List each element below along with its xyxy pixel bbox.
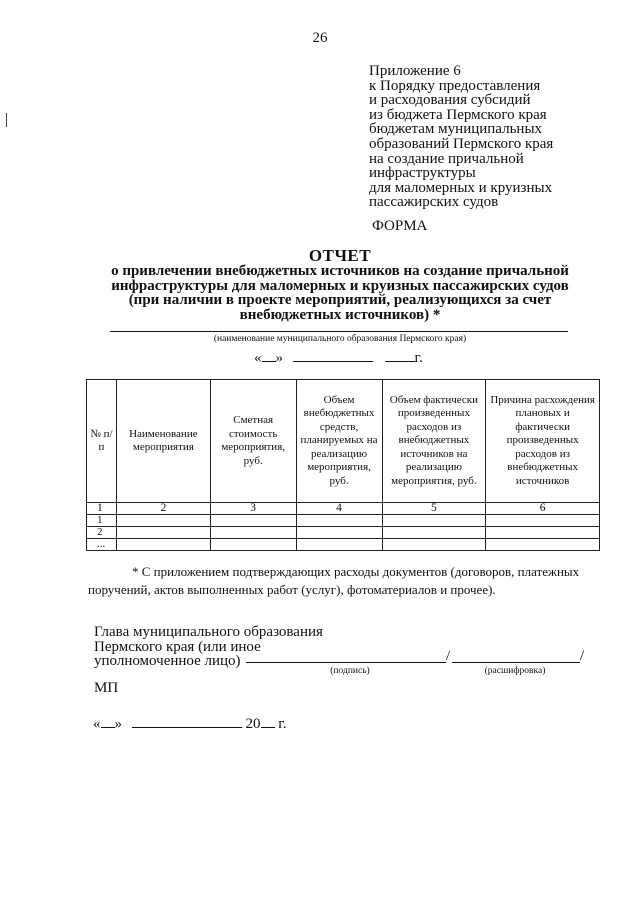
signature-line: Пермского края (или иное xyxy=(94,638,261,655)
report-title: ОТЧЕТ xyxy=(308,246,372,265)
date-year-suffix: г. xyxy=(414,350,423,366)
header-discrepancy-reason: Причина расхождения плановых и фактически произведенных расходов из внебюджетных источников xyxy=(486,380,600,503)
header-actual-expenses: Объем фактически произведенных расходов из внебюджетных источников на реализацию мероприятия, руб. xyxy=(382,380,486,503)
date-month-blank[interactable] xyxy=(132,713,242,728)
appendix-block xyxy=(369,64,553,210)
date-year-prefix: 20 xyxy=(245,716,261,732)
header-planned-funds: Объем внебюджетных средств, планируемых на реализацию мероприятия, руб. xyxy=(296,380,382,503)
appendix-line: инфраструктуры xyxy=(369,165,476,182)
date-year-blank[interactable] xyxy=(261,713,275,728)
table-cell[interactable] xyxy=(116,515,210,527)
table-cell[interactable] xyxy=(382,539,486,551)
scan-margin-mark xyxy=(6,113,7,127)
report-subtitle-line: инфраструктуры для маломерных и круизных пассажирских судов xyxy=(111,277,569,294)
appendix-line: для маломерных и круизных xyxy=(369,179,553,196)
date-day-blank[interactable] xyxy=(101,713,115,728)
signature-slash: / xyxy=(580,648,585,664)
column-number: 3 xyxy=(210,503,296,515)
table-cell[interactable] xyxy=(486,527,600,539)
appendix-line: образований Пермского края xyxy=(369,135,554,152)
date-close-quote: » xyxy=(275,350,283,366)
table-cell[interactable] xyxy=(296,527,382,539)
report-subtitle-line: внебюджетных источников) * xyxy=(239,306,441,323)
column-number-row xyxy=(87,503,600,515)
date-close-quote: » xyxy=(114,716,122,732)
appendix-line: и расходования субсидий xyxy=(369,92,531,109)
stamp-label: МП xyxy=(94,680,119,696)
row-number-cell: ... xyxy=(87,539,117,551)
table-row xyxy=(87,527,600,539)
column-number: 4 xyxy=(296,503,382,515)
municipality-name-field[interactable] xyxy=(110,331,568,332)
date-year-blank[interactable] xyxy=(385,347,415,362)
page-number: 26 xyxy=(312,30,328,46)
row-number-cell: 1 xyxy=(87,515,117,527)
date-day-blank[interactable] xyxy=(262,347,276,362)
appendix-line: на создание причальной xyxy=(369,150,524,167)
table-cell[interactable] xyxy=(116,527,210,539)
table-cell[interactable] xyxy=(382,527,486,539)
decoding-field[interactable] xyxy=(452,662,580,663)
table-cell[interactable] xyxy=(116,539,210,551)
form-label: ФОРМА xyxy=(372,218,428,234)
column-number: 1 xyxy=(87,503,117,515)
report-table xyxy=(86,379,600,551)
row-number-cell: 2 xyxy=(87,527,117,539)
appendix-line: бюджетам муниципальных xyxy=(369,121,543,138)
column-number: 5 xyxy=(382,503,486,515)
municipality-caption: (наименование муниципального образования Пермского края) xyxy=(213,334,467,344)
appendix-line: пассажирских судов xyxy=(369,194,499,211)
appendix-line: Приложение 6 xyxy=(369,63,461,79)
footnote: * С приложением подтверждающих расходы документов (договоров, платежных поручений, актов выполненных работ (услуг), фотоматериалов и прочее). xyxy=(88,564,580,597)
table-header-row xyxy=(87,380,600,503)
signature-field[interactable] xyxy=(246,662,446,663)
signature-date-field[interactable] xyxy=(93,713,286,733)
table-cell[interactable] xyxy=(210,539,296,551)
report-subtitle-line: (при наличии в проекте мероприятий, реализующихся за счет xyxy=(128,292,552,309)
signature-slash: / xyxy=(446,648,451,664)
table-row xyxy=(87,515,600,527)
report-date-field[interactable] xyxy=(254,347,423,367)
date-month-blank[interactable] xyxy=(293,347,373,362)
table-cell[interactable] xyxy=(486,539,600,551)
report-subtitle-line: о привлечении внебюджетных источников на создание причальной xyxy=(111,263,569,279)
header-estimated-cost: Сметная стоимость мероприятия, руб. xyxy=(210,380,296,503)
column-number: 6 xyxy=(486,503,600,515)
table-cell[interactable] xyxy=(382,515,486,527)
column-number: 2 xyxy=(116,503,210,515)
date-open-quote: « xyxy=(93,716,101,732)
signature-line: уполномоченное лицо) xyxy=(94,653,241,670)
report-subtitle xyxy=(60,264,620,322)
appendix-line: к Порядку предоставления xyxy=(369,77,541,94)
table-cell[interactable] xyxy=(486,515,600,527)
table-cell[interactable] xyxy=(296,539,382,551)
signature-line: Глава муниципального образования xyxy=(94,624,323,640)
signature-caption: (подпись) xyxy=(330,666,370,676)
table-cell[interactable] xyxy=(210,527,296,539)
table-cell[interactable] xyxy=(210,515,296,527)
date-year-suffix: г. xyxy=(278,716,287,732)
date-open-quote: « xyxy=(254,350,262,366)
appendix-line: из бюджета Пермского края xyxy=(369,106,547,123)
decoding-caption: (расшифровка) xyxy=(484,666,546,676)
header-number: № п/п xyxy=(87,380,117,503)
table-row xyxy=(87,539,600,551)
table-cell[interactable] xyxy=(296,515,382,527)
header-event-name: Наименование мероприятия xyxy=(116,380,210,503)
